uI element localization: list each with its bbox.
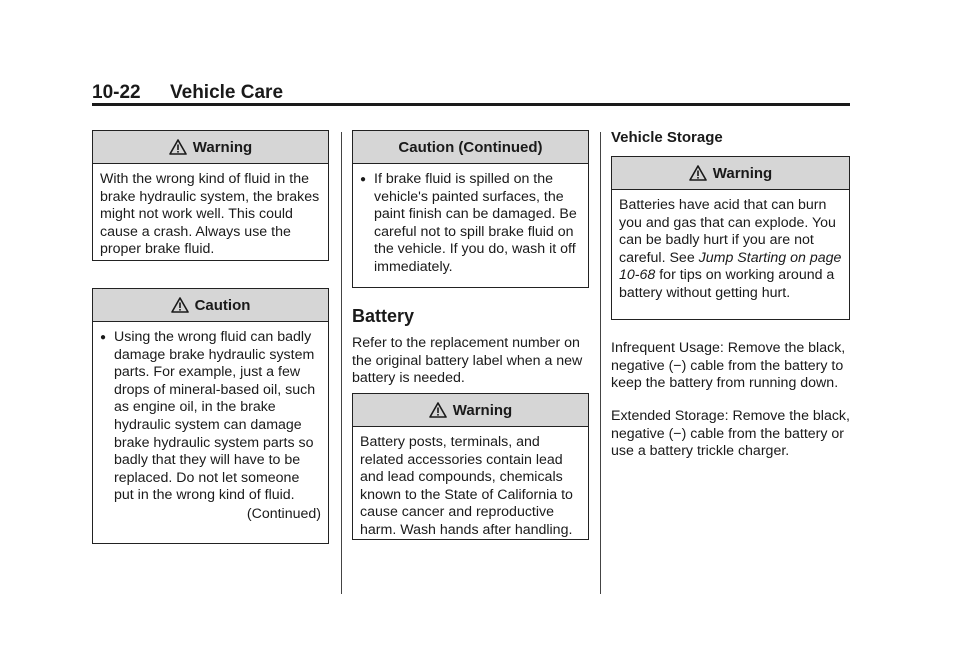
caution-continued-title: Caution (Continued) [398,138,543,156]
caution-continued-body [353,164,588,283]
caution-bullet-text: Using the wrong fluid can badly damage brake hydraulic system parts. For example, just a few drops of mineral-based oil, such as engine oil, in the brake hydraulic system can damage brake hydraulic system parts so badly that they will have to be replaced. Do not let someone put in the wrong kind of fluid. [114,329,316,504]
caution-continued-bullet-text: If brake fluid is spilled on the vehicle's painted surfaces, the paint finish can be damaged. Be careful not to spill brake fluid on the vehicle. If you do, wash it off immediately. [374,171,577,275]
continued-label: (Continued) [246,505,321,522]
warning-triangle-icon [429,402,447,418]
warning-acid-text-post: for tips on working around a battery without getting hurt. [619,267,835,301]
caution-title: Caution [194,296,251,314]
caution-body [93,322,328,530]
caution-continued-bullet [360,171,581,277]
caution-box-brake-fluid [92,288,329,544]
warning-triangle-icon [169,139,187,155]
warning-box-lead [352,393,589,540]
caution-continued-box [352,130,589,288]
bullet-icon: ● [360,174,367,185]
caution-box-header [93,289,328,322]
bullet-icon: ● [100,332,107,343]
jump-starting-link[interactable]: Jump Starting on page 10-68 [619,249,842,284]
warning-box-header [93,131,328,164]
warning-acid-text-pre: Batteries have acid that can burn you and gas that can explode. You can be badly hurt if you are not careful. See [619,197,836,266]
warning-acid-body [612,190,849,309]
warning-box-brake-fluid [92,130,329,261]
battery-intro: Refer to the replacement number on the original battery label when a new battery is needed. [352,335,583,387]
infrequent-usage-paragraph: Infrequent Usage: Remove the black, negative (−) cable from the battery to keep the battery from running down. [611,340,846,392]
warning-title: Warning [192,138,253,156]
warning-box-header [353,394,588,427]
caution-continued-header [353,131,588,164]
column-divider-2 [600,132,601,594]
warning-text: With the wrong kind of fluid in the brake hydraulic system, the brakes might not work well. This could cause a crash. Always use the proper brake fluid. [100,171,320,258]
page-header [92,82,850,104]
extended-storage-paragraph: Extended Storage: Remove the black, negative (−) cable from the battery or use a battery trickle charger. [611,408,850,460]
caution-bullet [100,329,321,505]
warning-triangle-icon [171,297,189,313]
vehicle-storage-heading: Vehicle Storage [611,129,723,146]
warning-title: Warning [452,401,513,419]
warning-triangle-icon [689,165,707,181]
header-rule [92,103,850,106]
page-number: 10-22 [92,82,141,103]
battery-heading: Battery [352,306,415,326]
warning-lead-text: Battery posts, terminals, and related accessories contain lead and lead compounds, chemicals known to the State of California to cause cancer and reproductive harm. Wash hands after handling. [360,434,573,538]
column-divider-1 [341,132,342,594]
section-title: Vehicle Care [170,82,284,103]
warning-box-battery-acid [611,156,850,320]
warning-box-header [612,157,849,190]
warning-title: Warning [712,164,773,182]
